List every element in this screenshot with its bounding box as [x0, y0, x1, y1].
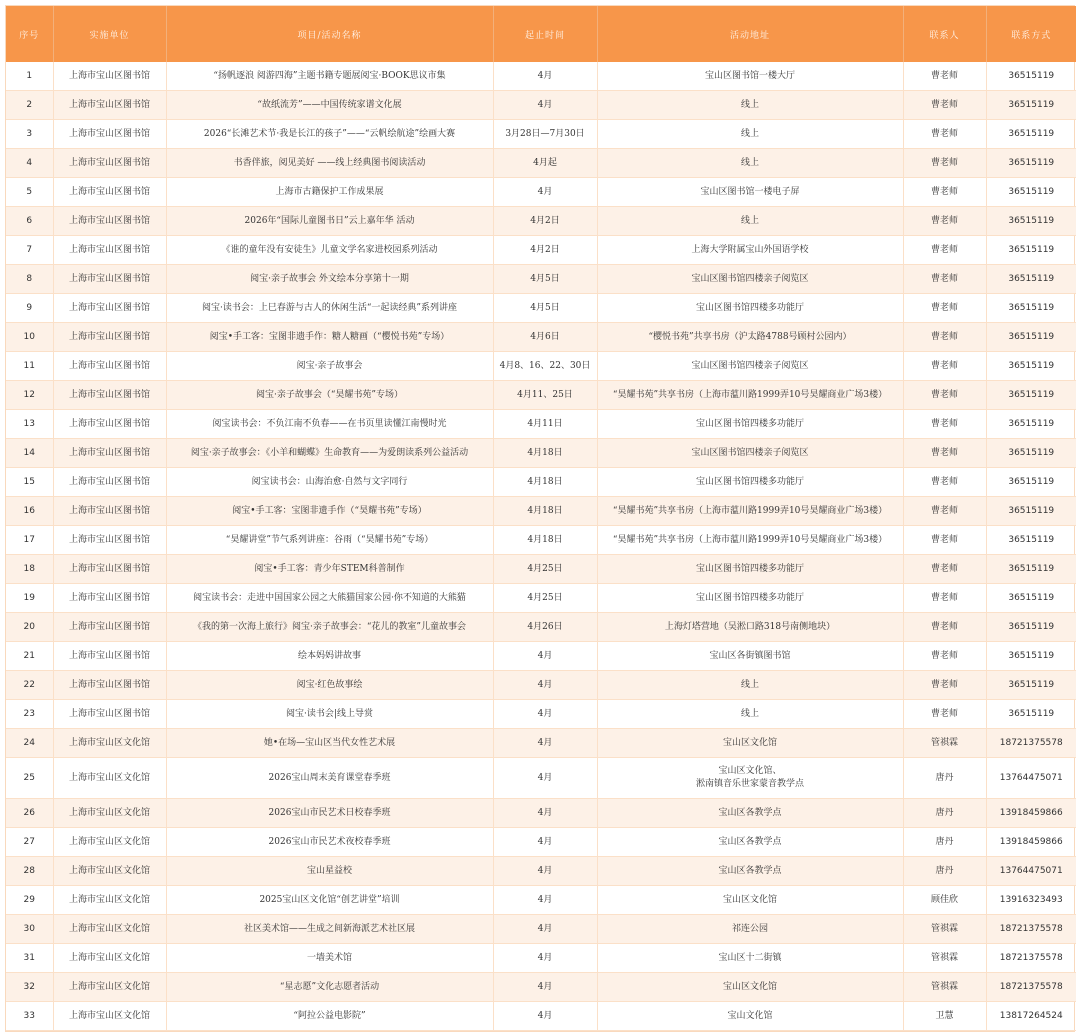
cell-phone: 36515119 — [986, 236, 1076, 265]
cell-time: 4月 — [493, 1002, 597, 1031]
cell-time: 4月25日 — [493, 584, 597, 613]
cell-phone: 36515119 — [986, 91, 1076, 120]
cell-index: 25 — [6, 758, 53, 799]
cell-unit: 上海市宝山区图书馆 — [53, 149, 166, 178]
cell-address: 宝山区图书馆一楼电子屏 — [597, 178, 903, 207]
table-row — [6, 915, 1076, 944]
table-row — [6, 178, 1076, 207]
cell-unit: 上海市宝山区图书馆 — [53, 700, 166, 729]
cell-time: 4月6日 — [493, 323, 597, 352]
cell-contact: 曹老师 — [903, 207, 986, 236]
cell-contact: 曹老师 — [903, 178, 986, 207]
cell-activity-name: 2026宝山周末美育课堂春季班 — [166, 758, 493, 799]
table-row — [6, 729, 1076, 758]
table-row — [6, 857, 1076, 886]
cell-time: 4月18日 — [493, 439, 597, 468]
table-row — [6, 973, 1076, 1002]
cell-address: 宝山区图书馆四楼亲子阅览区 — [597, 352, 903, 381]
cell-time: 4月 — [493, 828, 597, 857]
table-row — [6, 439, 1076, 468]
cell-phone: 13764475071 — [986, 857, 1076, 886]
cell-time: 4月2日 — [493, 236, 597, 265]
cell-index: 21 — [6, 642, 53, 671]
cell-contact: 唐丹 — [903, 828, 986, 857]
cell-index: 23 — [6, 700, 53, 729]
table-row — [6, 944, 1076, 973]
cell-activity-name: 绘本妈妈讲故事 — [166, 642, 493, 671]
cell-unit: 上海市宝山区图书馆 — [53, 526, 166, 555]
cell-unit: 上海市宝山区文化馆 — [53, 758, 166, 799]
cell-contact: 管祺霖 — [903, 944, 986, 973]
cell-activity-name: 宝山星益校 — [166, 857, 493, 886]
table-row — [6, 555, 1076, 584]
cell-index: 30 — [6, 915, 53, 944]
cell-contact: 曹老师 — [903, 439, 986, 468]
cell-unit: 上海市宝山区图书馆 — [53, 352, 166, 381]
header-index: 序号 — [6, 6, 53, 62]
cell-address: 上海大学附属宝山外国语学校 — [597, 236, 903, 265]
header-time: 起止时间 — [493, 6, 597, 62]
cell-activity-name: “故纸流芳”——中国传统家谱文化展 — [166, 91, 493, 120]
cell-contact: 曹老师 — [903, 497, 986, 526]
cell-activity-name: 阅宝·亲子故事会：《小羊和蝴蝶》生命教育——为爱朗读系列公益活动 — [166, 439, 493, 468]
cell-activity-name: 阅宝•手工客：青少年STEM科普制作 — [166, 555, 493, 584]
cell-time: 3月28日—7月30日 — [493, 120, 597, 149]
cell-activity-name: 2026宝山市民艺术日校春季班 — [166, 799, 493, 828]
table-row — [6, 91, 1076, 120]
cell-activity-name: 她•在场—宝山区当代女性艺术展 — [166, 729, 493, 758]
cell-activity-name: 一墙美术馆 — [166, 944, 493, 973]
cell-index: 18 — [6, 555, 53, 584]
cell-index: 32 — [6, 973, 53, 1002]
cell-phone: 36515119 — [986, 468, 1076, 497]
cell-phone: 36515119 — [986, 294, 1076, 323]
cell-unit: 上海市宝山区图书馆 — [53, 62, 166, 91]
cell-unit: 上海市宝山区文化馆 — [53, 915, 166, 944]
cell-address: “昊耀书苑”共享书房（上海市蕰川路1999弄10号昊耀商业广场3楼） — [597, 381, 903, 410]
cell-address: 线上 — [597, 149, 903, 178]
table-row — [6, 207, 1076, 236]
header-unit: 实施单位 — [53, 6, 166, 62]
cell-address: 线上 — [597, 671, 903, 700]
cell-contact: 顾佳欣 — [903, 886, 986, 915]
cell-contact: 曹老师 — [903, 294, 986, 323]
cell-activity-name: 社区美术馆——生成之间新海派艺术社区展 — [166, 915, 493, 944]
table-row — [6, 352, 1076, 381]
cell-address — [597, 758, 903, 799]
cell-contact: 管祺霖 — [903, 915, 986, 944]
cell-phone: 36515119 — [986, 497, 1076, 526]
table-row — [6, 120, 1076, 149]
cell-activity-name: 阅宝·读书会：上巳春游与古人的休闲生活“一起读经典”系列讲座 — [166, 294, 493, 323]
cell-unit: 上海市宝山区图书馆 — [53, 468, 166, 497]
cell-activity-name: 阅宝·红色故事绘 — [166, 671, 493, 700]
cell-time: 4月 — [493, 91, 597, 120]
cell-contact: 曹老师 — [903, 91, 986, 120]
cell-index: 26 — [6, 799, 53, 828]
cell-time: 4月18日 — [493, 497, 597, 526]
cell-time: 4月5日 — [493, 294, 597, 323]
cell-phone: 36515119 — [986, 439, 1076, 468]
cell-address: 宝山区图书馆四楼多功能厅 — [597, 410, 903, 439]
activity-table-container — [5, 5, 1075, 1032]
cell-index: 10 — [6, 323, 53, 352]
cell-address: 宝山区图书馆四楼亲子阅览区 — [597, 439, 903, 468]
cell-phone: 18721375578 — [986, 973, 1076, 1002]
cell-contact: 曹老师 — [903, 584, 986, 613]
table-row — [6, 1002, 1076, 1031]
table-row — [6, 149, 1076, 178]
cell-phone: 36515119 — [986, 265, 1076, 294]
cell-index: 1 — [6, 62, 53, 91]
cell-phone: 36515119 — [986, 642, 1076, 671]
table-row — [6, 62, 1076, 91]
cell-contact: 唐丹 — [903, 758, 986, 799]
cell-unit: 上海市宝山区图书馆 — [53, 91, 166, 120]
cell-activity-name: 阅宝·亲子故事会（“昊耀书苑”专场） — [166, 381, 493, 410]
table-row — [6, 294, 1076, 323]
cell-phone: 36515119 — [986, 555, 1076, 584]
address-line: 淞南镇音乐世家蒙音教学点 — [695, 779, 804, 789]
header-phone: 联系方式 — [986, 6, 1076, 62]
cell-phone: 36515119 — [986, 700, 1076, 729]
cell-address: 宝山区图书馆四楼多功能厅 — [597, 555, 903, 584]
cell-contact: 曹老师 — [903, 352, 986, 381]
cell-contact: 卫慧 — [903, 1002, 986, 1031]
cell-activity-name: 阅宝·亲子故事会 — [166, 352, 493, 381]
cell-time: 4月5日 — [493, 265, 597, 294]
cell-time: 4月11、25日 — [493, 381, 597, 410]
cell-time: 4月 — [493, 886, 597, 915]
cell-contact: 曹老师 — [903, 526, 986, 555]
cell-contact: 唐丹 — [903, 857, 986, 886]
cell-activity-name: 《我的第一次海上旅行》阅宝·亲子故事会：“花儿的教室”儿童故事会 — [166, 613, 493, 642]
cell-address: 线上 — [597, 91, 903, 120]
table-row — [6, 381, 1076, 410]
cell-activity-name: 上海市古籍保护工作成果展 — [166, 178, 493, 207]
cell-unit: 上海市宝山区图书馆 — [53, 555, 166, 584]
cell-time: 4月25日 — [493, 555, 597, 584]
cell-contact: 曹老师 — [903, 120, 986, 149]
table-row — [6, 700, 1076, 729]
cell-index: 4 — [6, 149, 53, 178]
cell-contact: 曹老师 — [903, 468, 986, 497]
cell-address: 祁连公园 — [597, 915, 903, 944]
cell-time: 4月26日 — [493, 613, 597, 642]
cell-contact: 曹老师 — [903, 555, 986, 584]
cell-time: 4月18日 — [493, 468, 597, 497]
cell-address: 线上 — [597, 700, 903, 729]
cell-time: 4月 — [493, 944, 597, 973]
cell-index: 17 — [6, 526, 53, 555]
cell-unit: 上海市宝山区图书馆 — [53, 236, 166, 265]
cell-phone: 36515119 — [986, 178, 1076, 207]
cell-time: 4月 — [493, 671, 597, 700]
cell-unit: 上海市宝山区图书馆 — [53, 410, 166, 439]
cell-phone: 36515119 — [986, 149, 1076, 178]
cell-unit: 上海市宝山区图书馆 — [53, 120, 166, 149]
cell-address: 宝山区各教学点 — [597, 857, 903, 886]
cell-address: 宝山区文化馆 — [597, 729, 903, 758]
cell-contact: 曹老师 — [903, 642, 986, 671]
cell-contact: 曹老师 — [903, 149, 986, 178]
cell-phone: 36515119 — [986, 613, 1076, 642]
cell-unit: 上海市宝山区图书馆 — [53, 497, 166, 526]
cell-activity-name: 阅宝•手工客：宝图非遗手作（“昊耀书苑”专场） — [166, 497, 493, 526]
cell-index: 8 — [6, 265, 53, 294]
cell-address: 宝山区图书馆四楼多功能厅 — [597, 468, 903, 497]
cell-activity-name: 2025宝山区文化馆“创艺讲堂”培训 — [166, 886, 493, 915]
cell-unit: 上海市宝山区图书馆 — [53, 178, 166, 207]
cell-phone: 36515119 — [986, 352, 1076, 381]
cell-unit: 上海市宝山区图书馆 — [53, 671, 166, 700]
cell-index: 14 — [6, 439, 53, 468]
header-contact: 联系人 — [903, 6, 986, 62]
cell-contact: 曹老师 — [903, 410, 986, 439]
cell-time: 4月 — [493, 799, 597, 828]
cell-time: 4月8、16、22、30日 — [493, 352, 597, 381]
cell-phone: 13916323493 — [986, 886, 1076, 915]
cell-unit: 上海市宝山区图书馆 — [53, 439, 166, 468]
cell-address: 宝山区文化馆 — [597, 973, 903, 1002]
cell-unit: 上海市宝山区图书馆 — [53, 381, 166, 410]
cell-address: 宝山区图书馆四楼亲子阅览区 — [597, 265, 903, 294]
cell-time: 4月 — [493, 973, 597, 1002]
table-header-row — [6, 6, 1076, 62]
cell-unit: 上海市宝山区文化馆 — [53, 1002, 166, 1031]
activity-table — [6, 6, 1076, 1031]
table-row — [6, 410, 1076, 439]
cell-index: 5 — [6, 178, 53, 207]
cell-index: 15 — [6, 468, 53, 497]
cell-phone: 36515119 — [986, 381, 1076, 410]
cell-activity-name: “阿拉公益电影院” — [166, 1002, 493, 1031]
cell-index: 27 — [6, 828, 53, 857]
table-row — [6, 323, 1076, 352]
cell-contact: 曹老师 — [903, 671, 986, 700]
cell-index: 20 — [6, 613, 53, 642]
cell-unit: 上海市宝山区图书馆 — [53, 207, 166, 236]
cell-phone: 18721375578 — [986, 915, 1076, 944]
cell-unit: 上海市宝山区文化馆 — [53, 886, 166, 915]
cell-phone: 36515119 — [986, 671, 1076, 700]
cell-activity-name: 2026年“国际儿童图书日”云上嘉年华 活动 — [166, 207, 493, 236]
cell-phone: 36515119 — [986, 526, 1076, 555]
cell-activity-name: 书香伴旅，阅见美好 ——线上经典图书阅读活动 — [166, 149, 493, 178]
table-row — [6, 584, 1076, 613]
cell-index: 9 — [6, 294, 53, 323]
cell-time: 4月 — [493, 700, 597, 729]
cell-index: 29 — [6, 886, 53, 915]
cell-address: 宝山区十二街镇 — [597, 944, 903, 973]
cell-index: 31 — [6, 944, 53, 973]
cell-unit: 上海市宝山区文化馆 — [53, 799, 166, 828]
cell-unit: 上海市宝山区文化馆 — [53, 973, 166, 1002]
cell-contact: 曹老师 — [903, 613, 986, 642]
table-row — [6, 671, 1076, 700]
cell-phone: 36515119 — [986, 584, 1076, 613]
table-row — [6, 799, 1076, 828]
cell-time: 4月 — [493, 758, 597, 799]
table-row — [6, 236, 1076, 265]
address-line: 宝山区文化馆、 — [718, 766, 782, 776]
cell-time: 4月2日 — [493, 207, 597, 236]
cell-phone: 13764475071 — [986, 758, 1076, 799]
cell-index: 2 — [6, 91, 53, 120]
cell-activity-name: “昊耀讲堂”节气系列讲座：谷雨（“昊耀书苑”专场） — [166, 526, 493, 555]
table-row — [6, 886, 1076, 915]
cell-phone: 13918459866 — [986, 828, 1076, 857]
cell-address: “昊耀书苑”共享书房（上海市蕰川路1999弄10号昊耀商业广场3楼） — [597, 497, 903, 526]
cell-phone: 13918459866 — [986, 799, 1076, 828]
cell-time: 4月起 — [493, 149, 597, 178]
table-row — [6, 265, 1076, 294]
cell-address: 宝山区文化馆 — [597, 886, 903, 915]
cell-contact: 管祺霖 — [903, 729, 986, 758]
cell-phone: 36515119 — [986, 62, 1076, 91]
cell-contact: 曹老师 — [903, 62, 986, 91]
cell-address: 宝山区图书馆一楼大厅 — [597, 62, 903, 91]
cell-contact: 曹老师 — [903, 381, 986, 410]
cell-index: 24 — [6, 729, 53, 758]
cell-index: 16 — [6, 497, 53, 526]
cell-time: 4月 — [493, 729, 597, 758]
cell-address: 宝山区各街镇图书馆 — [597, 642, 903, 671]
cell-phone: 36515119 — [986, 323, 1076, 352]
cell-index: 13 — [6, 410, 53, 439]
table-body — [6, 62, 1076, 1031]
cell-phone: 36515119 — [986, 207, 1076, 236]
cell-address: 上海灯塔营地（吴淞口路318号南侧地块） — [597, 613, 903, 642]
cell-activity-name: 阅宝读书会：不负江南不负春——在书页里读懂江南慢时光 — [166, 410, 493, 439]
cell-activity-name: “星志愿”文化志愿者活动 — [166, 973, 493, 1002]
cell-contact: 曹老师 — [903, 323, 986, 352]
cell-activity-name: 阅宝读书会：走进中国国家公园之大熊猫国家公园·你不知道的大熊猫 — [166, 584, 493, 613]
cell-address: 线上 — [597, 207, 903, 236]
header-address: 活动地址 — [597, 6, 903, 62]
cell-time: 4月18日 — [493, 526, 597, 555]
cell-activity-name: 阅宝•手工客：宝图非遗手作：糖人糖画（“樱悦书苑”专场） — [166, 323, 493, 352]
table-row — [6, 613, 1076, 642]
cell-time: 4月 — [493, 62, 597, 91]
cell-address: “樱悦书苑”共享书房（沪太路4788号顾村公园内） — [597, 323, 903, 352]
cell-index: 28 — [6, 857, 53, 886]
cell-phone: 18721375578 — [986, 729, 1076, 758]
cell-address: “昊耀书苑”共享书房（上海市蕰川路1999弄10号昊耀商业广场3楼） — [597, 526, 903, 555]
cell-unit: 上海市宝山区文化馆 — [53, 828, 166, 857]
table-row — [6, 526, 1076, 555]
cell-time: 4月11日 — [493, 410, 597, 439]
cell-unit: 上海市宝山区图书馆 — [53, 613, 166, 642]
cell-address: 宝山区图书馆四楼多功能厅 — [597, 294, 903, 323]
cell-phone: 18721375578 — [986, 944, 1076, 973]
cell-index: 12 — [6, 381, 53, 410]
cell-time: 4月 — [493, 857, 597, 886]
cell-phone: 36515119 — [986, 120, 1076, 149]
cell-index: 22 — [6, 671, 53, 700]
cell-index: 7 — [6, 236, 53, 265]
cell-index: 11 — [6, 352, 53, 381]
cell-activity-name: 阅宝·读书会|线上导赏 — [166, 700, 493, 729]
cell-contact: 曹老师 — [903, 700, 986, 729]
cell-activity-name: 2026“长滩艺术节·我是长江的孩子”——“云帆绘航途”绘画大赛 — [166, 120, 493, 149]
cell-index: 33 — [6, 1002, 53, 1031]
cell-unit: 上海市宝山区图书馆 — [53, 294, 166, 323]
cell-index: 3 — [6, 120, 53, 149]
cell-contact: 曹老师 — [903, 236, 986, 265]
cell-activity-name: 《谁的童年没有安徒生》儿童文学名家进校园系列活动 — [166, 236, 493, 265]
cell-address: 宝山区各教学点 — [597, 799, 903, 828]
cell-contact: 管祺霖 — [903, 973, 986, 1002]
cell-unit: 上海市宝山区文化馆 — [53, 944, 166, 973]
cell-activity-name: 阅宝读书会：山海治愈·自然与文字同行 — [166, 468, 493, 497]
table-row — [6, 758, 1076, 799]
cell-phone: 13817264524 — [986, 1002, 1076, 1031]
cell-unit: 上海市宝山区图书馆 — [53, 584, 166, 613]
cell-time: 4月 — [493, 178, 597, 207]
header-activity-name: 项目/活动名称 — [166, 6, 493, 62]
cell-time: 4月 — [493, 642, 597, 671]
cell-phone: 36515119 — [986, 410, 1076, 439]
cell-contact: 曹老师 — [903, 265, 986, 294]
cell-unit: 上海市宝山区图书馆 — [53, 265, 166, 294]
cell-address: 宝山文化馆 — [597, 1002, 903, 1031]
cell-activity-name: 2026宝山市民艺术夜校春季班 — [166, 828, 493, 857]
cell-unit: 上海市宝山区图书馆 — [53, 323, 166, 352]
cell-unit: 上海市宝山区文化馆 — [53, 857, 166, 886]
cell-address: 线上 — [597, 120, 903, 149]
table-row — [6, 468, 1076, 497]
cell-index: 6 — [6, 207, 53, 236]
cell-unit: 上海市宝山区文化馆 — [53, 729, 166, 758]
cell-index: 19 — [6, 584, 53, 613]
table-row — [6, 828, 1076, 857]
cell-activity-name: “扬帆逐浪 阅游四海”主题书籍专题展阅宝·BOOK思议市集 — [166, 62, 493, 91]
cell-unit: 上海市宝山区图书馆 — [53, 642, 166, 671]
cell-contact: 唐丹 — [903, 799, 986, 828]
cell-address: 宝山区图书馆四楼多功能厅 — [597, 584, 903, 613]
cell-time: 4月 — [493, 915, 597, 944]
table-row — [6, 497, 1076, 526]
cell-activity-name: 阅宝·亲子故事会 外文绘本分享第十一期 — [166, 265, 493, 294]
table-row — [6, 642, 1076, 671]
cell-address: 宝山区各教学点 — [597, 828, 903, 857]
